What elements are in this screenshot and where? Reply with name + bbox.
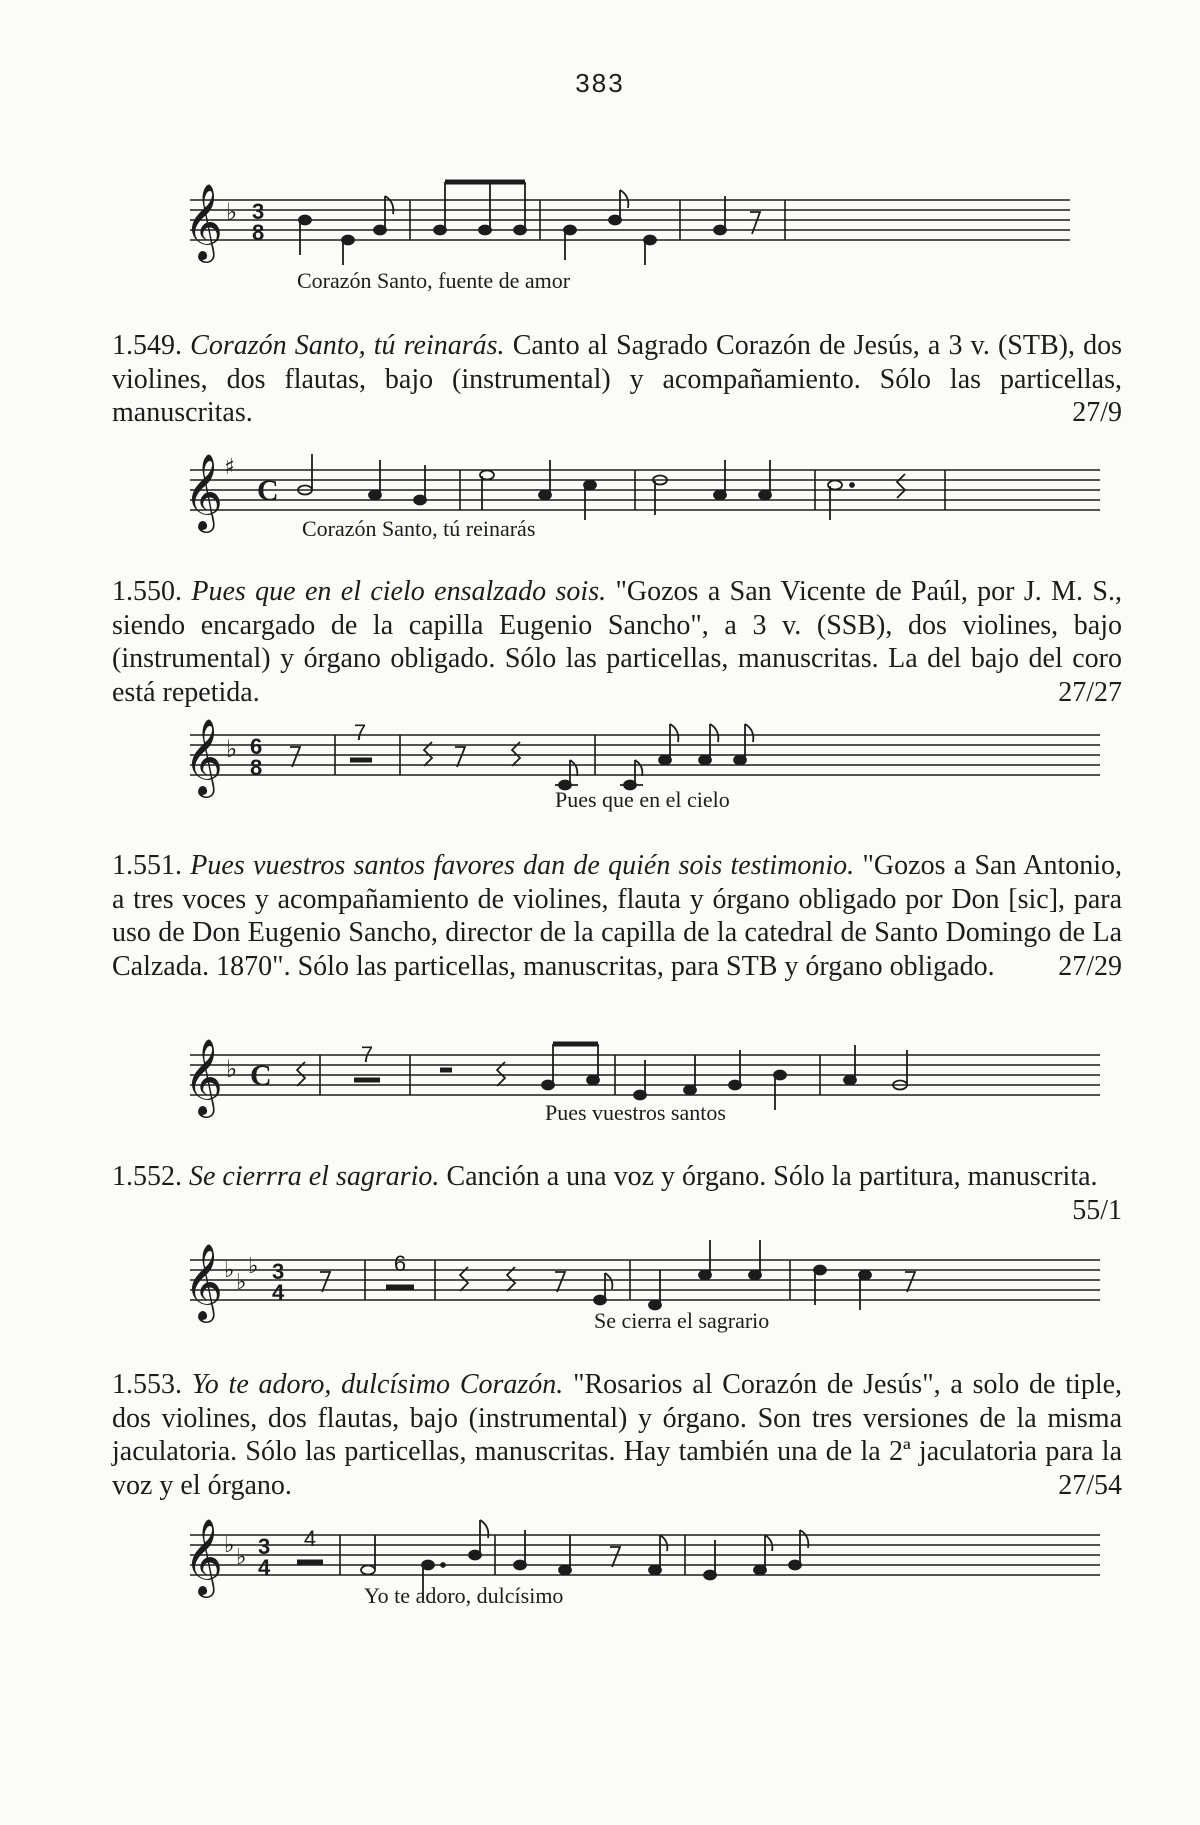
- incipit-lyric-top: Corazón Santo, fuente de amor: [297, 268, 571, 293]
- svg-text:4: 4: [258, 1555, 271, 1580]
- entry-reference: 55/1: [1072, 1194, 1122, 1226]
- svg-text:3: 3: [272, 1259, 285, 1284]
- catalog-entry-1551: [112, 849, 1122, 983]
- multi-rest-count: 7: [360, 1042, 374, 1067]
- entry-reference: 27/9: [1072, 397, 1122, 429]
- treble-clef: 𝄞: [184, 183, 224, 260]
- svg-text:C: C: [250, 1059, 272, 1092]
- entry-reference: 27/27: [1058, 676, 1122, 708]
- incipit-lyric-1552: Se cierra el sagrario: [594, 1308, 770, 1333]
- sharp-sign: ♯: [224, 455, 235, 480]
- entry-description: "Gozos a San Antonio, a tres voces y acompañamiento de violines, flauta y órgano obligado por Don [sic], para uso de Don Eugenio Sancho, director de la capilla de la catedral de Santo Domingo de La Calzada. 1870". Sólo las particellas, manuscritas, para STB y órgano obligado.: [112, 850, 1123, 982]
- entry-title: Pues vuestros santos favores dan de quién sois testimonio.: [190, 850, 855, 881]
- incipit-lyric-1550: Pues que en el cielo: [555, 787, 730, 812]
- flat-sign: ♭: [226, 1055, 238, 1083]
- entry-title: Corazón Santo, tú reinarás.: [190, 330, 505, 361]
- entry-title: Se cierrra el sagrario.: [189, 1161, 440, 1192]
- flat-sign: ♭: [224, 1258, 235, 1283]
- flat-sign: ♭: [236, 1545, 247, 1570]
- entry-number: 1.551.: [112, 850, 182, 881]
- treble-clef: 𝄞: [184, 718, 224, 795]
- flat-sign: ♭: [224, 1533, 235, 1558]
- multi-rest-count: 6: [393, 1251, 407, 1276]
- entry-reference: 27/54: [1058, 1469, 1122, 1501]
- entry-reference: 27/29: [1058, 950, 1122, 982]
- notes: [424, 724, 753, 790]
- entry-title: Yo te adoro, dulcísimo Corazón.: [191, 1369, 564, 1400]
- entry-description: Canto al Sagrado Corazón de Jesús, a 3 v. (STB), dos violines, dos flautas, bajo (instrumental) y acompañamiento. Sólo las particellas, manuscritas.: [112, 330, 1123, 429]
- page-number: 383: [575, 68, 625, 98]
- catalog-entry-1552: [112, 1160, 1122, 1227]
- svg-text:8: 8: [252, 220, 265, 245]
- svg-text:4: 4: [272, 1280, 285, 1305]
- entry-number: 1.553.: [112, 1369, 182, 1400]
- entry-description: "Gozos a San Vicente de Paúl, por J. M. S., siendo encargado de la capilla Eugenio Sancho", a 3 v. (SSB), dos violines, bajo (instrumental) y órgano obligado. Sólo las particellas, manuscritas. La del bajo del coro está repetida.: [112, 576, 1122, 708]
- svg-text:8: 8: [250, 755, 263, 780]
- entry-number: 1.552.: [112, 1161, 182, 1192]
- notes: [299, 182, 760, 265]
- entry-number: 1.550.: [112, 576, 182, 607]
- incipit-lyric-1551: Pues vuestros santos: [545, 1100, 726, 1125]
- music-incipit-1549: [0, 440, 1200, 550]
- incipit-lyric-1549: Corazón Santo, tú reinarás: [302, 516, 536, 541]
- svg-text:C: C: [257, 474, 279, 507]
- catalog-entry-1550: [112, 575, 1122, 709]
- treble-clef: 𝄞: [184, 1518, 224, 1595]
- flat-sign: ♭: [226, 198, 238, 226]
- svg-text:6: 6: [250, 734, 263, 759]
- svg-text:3: 3: [252, 199, 265, 224]
- entry-number: 1.549.: [112, 330, 182, 361]
- svg-text:3: 3: [258, 1534, 271, 1559]
- multi-rest-count: 4: [303, 1526, 317, 1551]
- entry-description: "Rosarios al Corazón de Jesús", a solo de tiple, dos violines, dos flautas, bajo (instrumental) y órgano. Son tres versiones de la misma jaculatoria. Sólo las particellas, manuscritas. Hay también una de la 2ª jaculatoria para la voz y el órgano.: [112, 1369, 1123, 1501]
- music-incipit-1553: [0, 1510, 1200, 1610]
- catalog-entry-1553: [112, 1368, 1122, 1502]
- treble-clef: 𝄞: [184, 453, 224, 530]
- incipit-lyric-1553: Yo te adoro, dulcísimo: [364, 1583, 564, 1608]
- flat-sign: ♭: [236, 1270, 247, 1295]
- flat-sign: ♭: [248, 1254, 259, 1279]
- flat-sign: ♭: [226, 735, 238, 763]
- entry-description: Canción a una voz y órgano. Sólo la partitura, manuscrita.: [446, 1161, 1098, 1192]
- treble-clef: 𝄞: [184, 1038, 224, 1115]
- catalog-entry-1549: [112, 329, 1122, 430]
- entry-title: Pues que en el cielo ensalzado sois.: [191, 576, 607, 607]
- multi-rest-count: 7: [353, 720, 367, 745]
- music-incipit-top: [0, 160, 1200, 280]
- treble-clef: 𝄞: [184, 1243, 224, 1320]
